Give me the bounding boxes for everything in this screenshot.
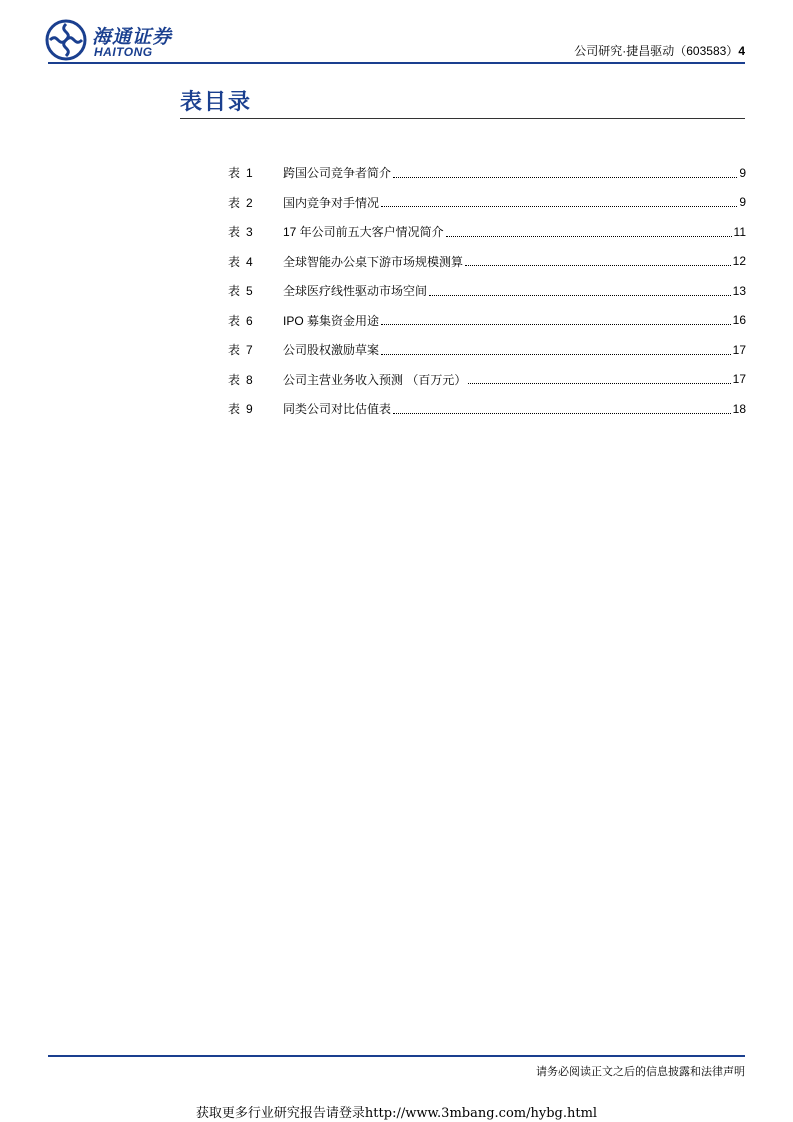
toc-entry-number: 2 [246, 195, 253, 210]
toc-entry[interactable] [228, 188, 746, 218]
toc-entry[interactable] [228, 306, 746, 336]
toc-entry-prefix: 表 [228, 372, 241, 387]
toc-entry-number: 3 [246, 225, 253, 240]
toc-entry-page: 9 [739, 195, 746, 210]
logo-chinese-name: 海通证券 [92, 26, 173, 48]
toc-entry-page: 13 [732, 283, 746, 298]
page-title: 表目录 [180, 89, 253, 115]
toc-entry-number: 6 [246, 313, 253, 328]
toc-leader-dots [393, 176, 737, 178]
toc-entry-prefix: 表 [228, 284, 241, 299]
toc-entry-page: 11 [733, 224, 746, 239]
haitong-emblem-icon [44, 18, 88, 62]
toc-entry-title: 公司主营业务收入预测 （百万元） [283, 372, 467, 387]
header-report-label [574, 42, 745, 59]
toc-entry-title: 全球医疗线性驱动市场空间 [283, 284, 428, 299]
footer-disclaimer: 请务必阅读正文之后的信息披露和法律声明 [536, 1066, 745, 1078]
toc-entry-prefix: 表 [228, 254, 241, 269]
toc-entry-number: 7 [246, 343, 253, 358]
toc-entry-prefix: 表 [228, 343, 241, 358]
toc-entry-title: 同类公司对比估值表 [283, 402, 392, 417]
toc-leader-dots [381, 353, 731, 355]
toc-entry-title: 17 年公司前五大客户情况简介 [283, 225, 444, 240]
table-of-contents [228, 158, 746, 424]
toc-entry[interactable] [228, 335, 746, 365]
toc-entry[interactable] [228, 276, 746, 306]
toc-leader-dots [381, 205, 737, 207]
toc-entry-title: 国内竞争对手情况 [283, 195, 380, 210]
title-divider [180, 118, 745, 119]
header-divider [48, 62, 745, 64]
toc-entry-prefix: 表 [228, 166, 241, 181]
toc-entry-title: 跨国公司竞争者简介 [283, 166, 392, 181]
page-number: 4 [738, 44, 745, 58]
toc-leader-dots [465, 264, 731, 266]
toc-leader-dots [429, 294, 731, 296]
toc-entry-title: IPO 募集资金用途 [283, 313, 380, 328]
toc-entry[interactable] [228, 158, 746, 188]
toc-leader-dots [381, 323, 731, 325]
toc-leader-dots [468, 382, 730, 384]
toc-entry-number: 5 [246, 284, 253, 299]
toc-entry[interactable] [228, 365, 746, 395]
toc-entry[interactable] [228, 247, 746, 277]
report-label: 公司研究·捷昌驱动（603583） [574, 44, 739, 58]
toc-entry-page: 12 [732, 254, 746, 269]
toc-entry-prefix: 表 [228, 402, 241, 417]
toc-entry-page: 17 [732, 342, 746, 357]
logo-english-name: HAITONG [94, 45, 153, 59]
toc-entry-number: 4 [246, 254, 253, 269]
toc-entry[interactable] [228, 217, 746, 247]
toc-entry-title: 公司股权激励草案 [283, 343, 380, 358]
toc-entry[interactable] [228, 394, 746, 424]
toc-entry-page: 17 [732, 372, 746, 387]
toc-entry-page: 18 [732, 401, 746, 416]
toc-entry-title: 全球智能办公桌下游市场规模测算 [283, 254, 464, 269]
toc-leader-dots [446, 235, 732, 237]
toc-entry-page: 16 [732, 313, 746, 328]
toc-entry-number: 1 [246, 166, 253, 181]
toc-entry-prefix: 表 [228, 313, 241, 328]
footer-divider [48, 1055, 745, 1057]
toc-entry-prefix: 表 [228, 225, 241, 240]
toc-leader-dots [393, 412, 731, 414]
footer-promo-link[interactable]: 获取更多行业研究报告请登录http://www.3mbang.com/hybg.html [195, 1106, 598, 1121]
toc-entry-page: 9 [739, 165, 746, 180]
toc-entry-prefix: 表 [228, 195, 241, 210]
toc-entry-number: 8 [246, 372, 253, 387]
toc-entry-number: 9 [246, 402, 253, 417]
haitong-logo [44, 18, 194, 62]
